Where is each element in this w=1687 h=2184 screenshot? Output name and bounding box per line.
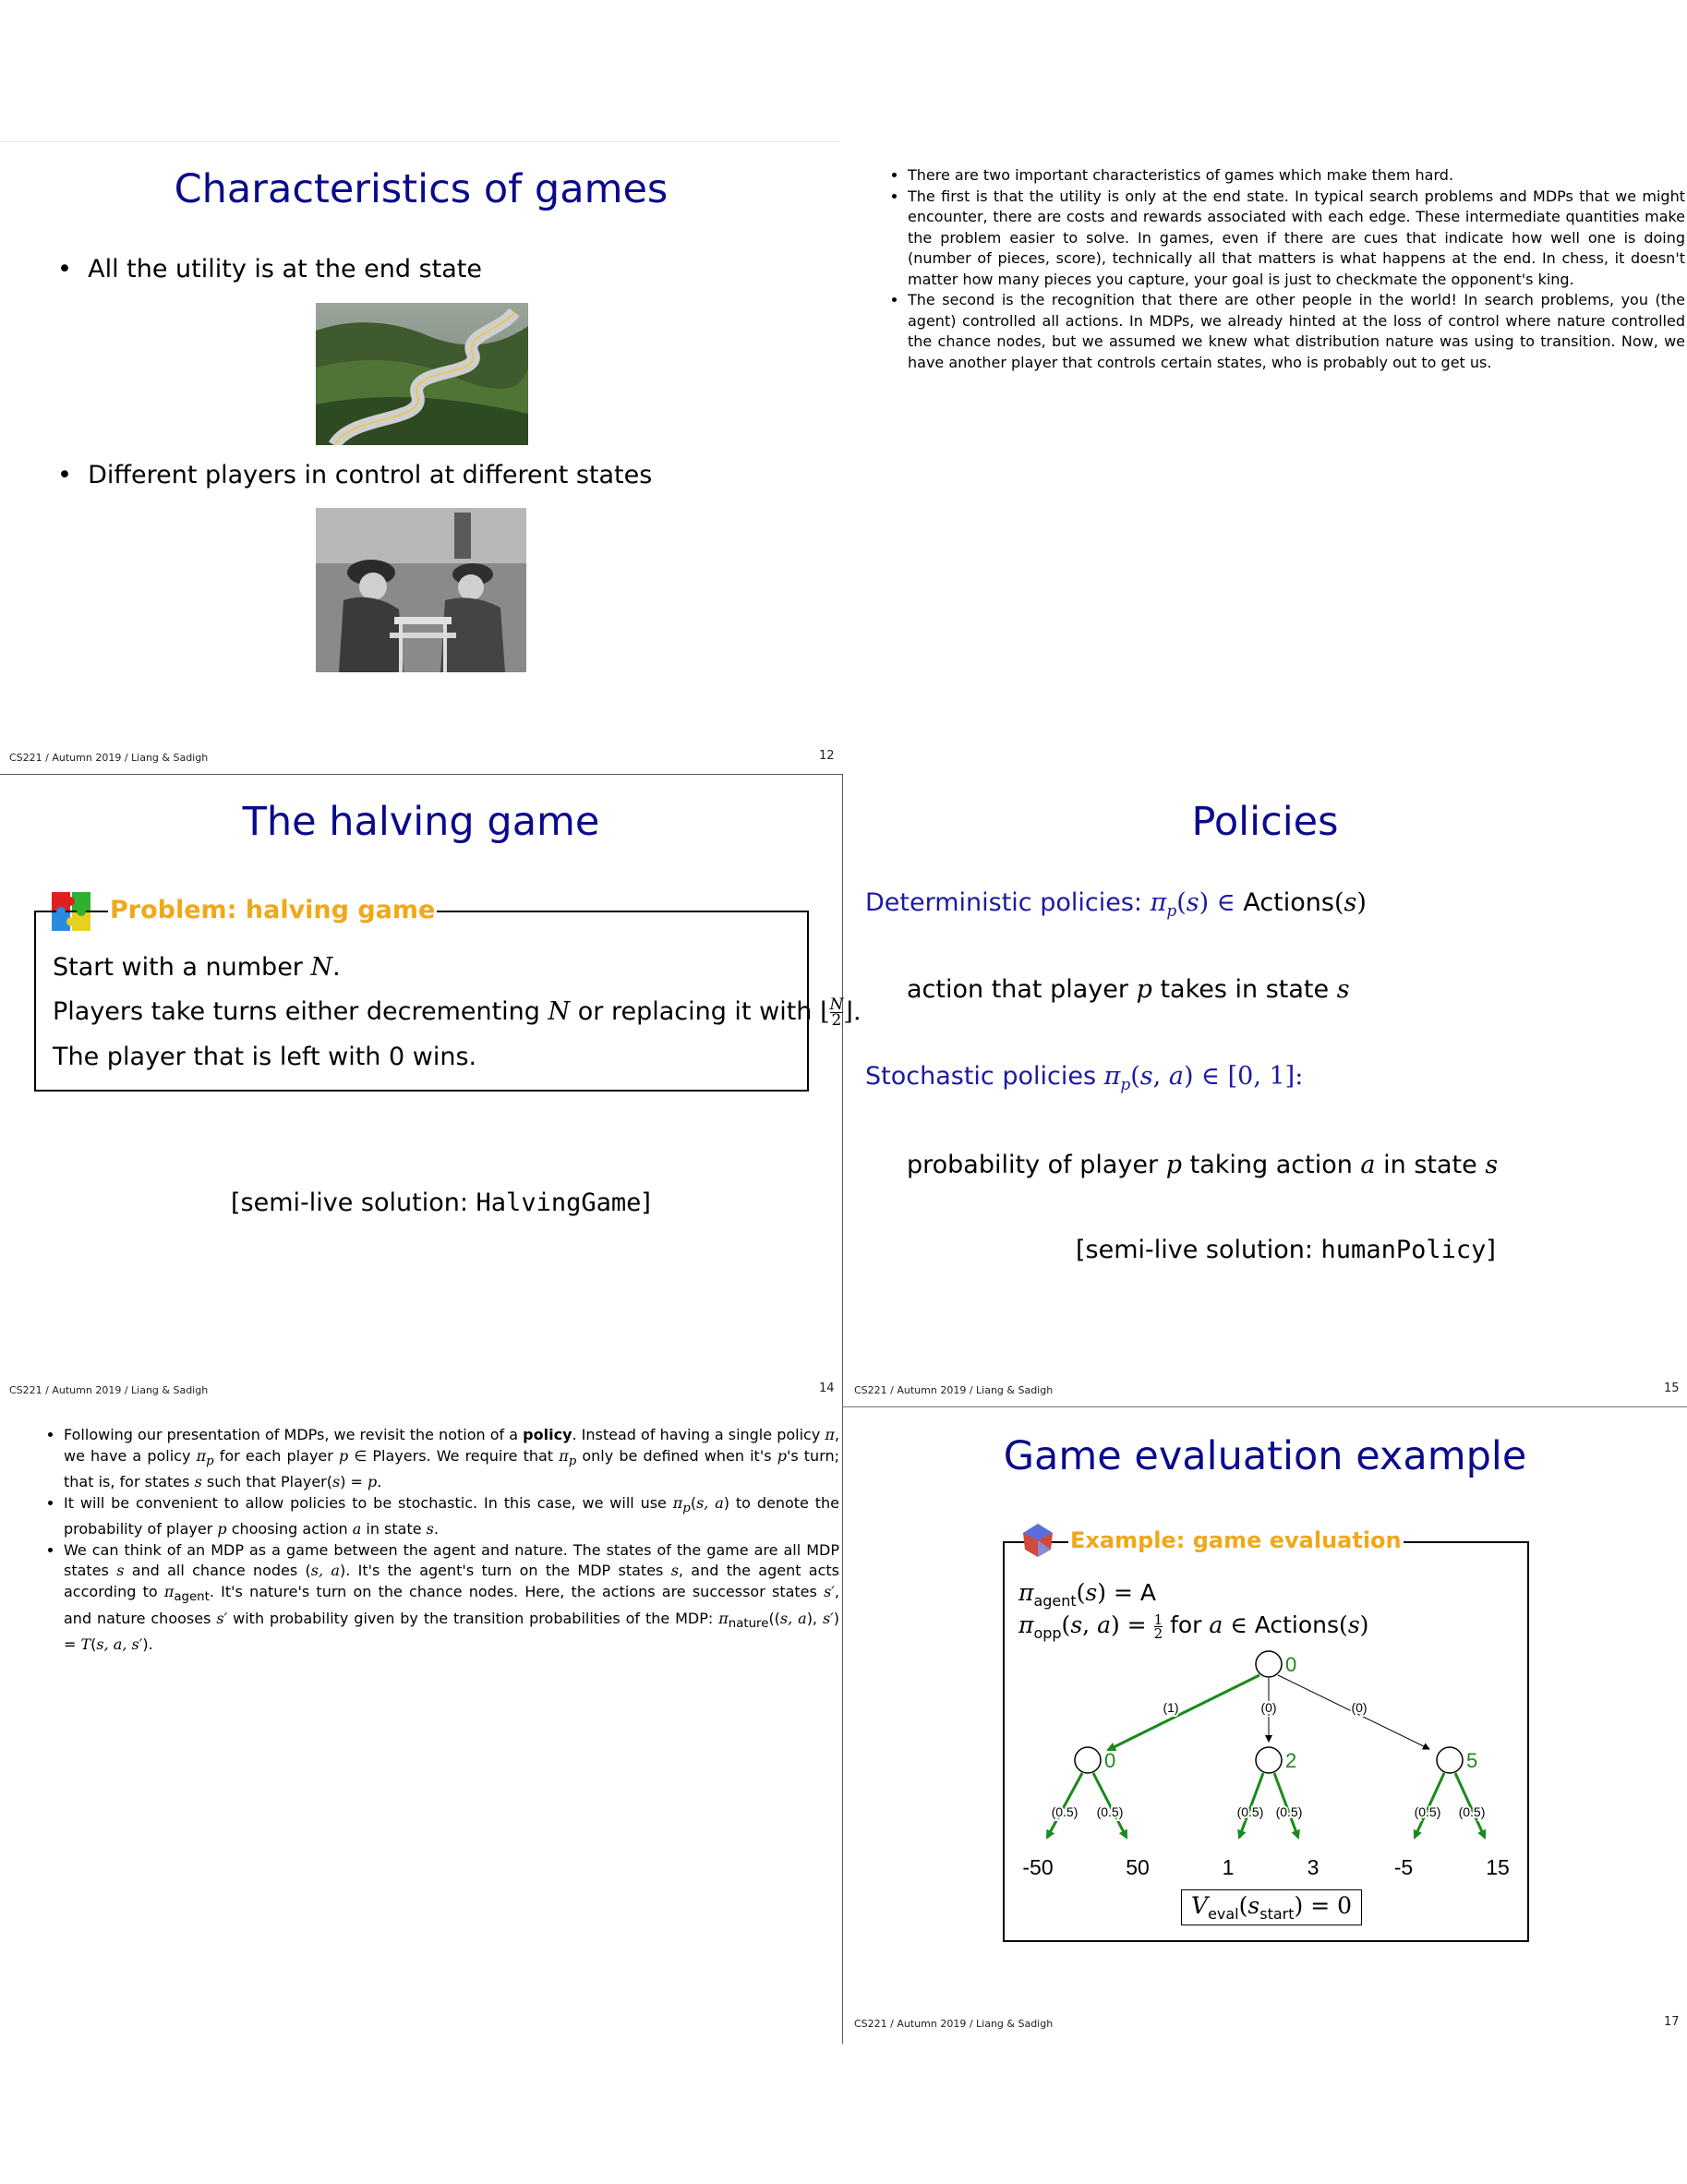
veval-box: $V_{eval}(s_{start}) = 0$ — [1181, 1889, 1362, 1925]
note-item: • The first is that the utility is only at the end state. In typical search problems and MDPs that we might encounter, there are costs and rewards associated with each edge. These intermediate quantities make the problem easier to solve. In games, even if there are cues that indicate how well one is doing (number of pieces, score), technically all that matters is what happens at the end. In chess, it doesn't matter how many pieces you capture, your goal is just to checkmate the opponent's king. — [908, 187, 1685, 291]
edge-label: (0) — [1351, 1700, 1368, 1715]
page-number: 15 — [1664, 1382, 1680, 1395]
chance-node — [1437, 1747, 1463, 1773]
example-box-label: Example: game evaluation — [1070, 1527, 1402, 1553]
node-value: 5 — [1466, 1749, 1478, 1772]
pi-opp-line: $\pi_{opp}(s$, a) = 1 2 for a ∈ Actions(s) — [1018, 1611, 1369, 1642]
edge-label: (0) — [1260, 1700, 1277, 1715]
pi-agent-line: $\pi_{agent}(s) = A$ — [1018, 1579, 1156, 1610]
deterministic-desc: action that player p takes in state s — [907, 975, 1350, 1004]
node-value: 2 — [1285, 1749, 1297, 1772]
root-node — [1256, 1651, 1282, 1677]
chess-players-image — [316, 508, 526, 672]
slide-title: Game evaluation example — [1003, 1433, 1527, 1479]
chance-label: (0.5) — [1458, 1804, 1486, 1819]
bullet-players: • Different players in control at different states — [57, 461, 653, 489]
problem-box-label: Problem: halving game — [110, 896, 436, 924]
chance-label: (0.5) — [1051, 1804, 1078, 1819]
page-number: 17 — [1664, 2015, 1680, 2029]
problem-line-2: Players take turns either decrementing N or replacing it with $⌊\frac{N}{2}$ ⌋. — [53, 995, 862, 1030]
puzzle-icon — [48, 888, 96, 935]
edge-root-left — [1108, 1675, 1259, 1750]
leaf-value: 3 — [1307, 1855, 1319, 1879]
speaker-notes — [45, 1425, 839, 1656]
leaf-value: 15 — [1486, 1855, 1510, 1879]
edge-label: (1) — [1163, 1700, 1179, 1715]
semi-live-solution: [semi-live solution: HalvingGame] — [231, 1189, 651, 1217]
problem-line-1: Start with a number N. — [53, 953, 341, 982]
slide-divider-bottom-right — [842, 1406, 1687, 1407]
note-item: • Following our presentation of MDPs, we revisit the notion of a policy. Instead of having a single policy π, we have a policy $\pi_p$ for each player p ∈ Players. We require that $\pi_p$ only be defined when it's p's turn; that is, for states s such that Player(s) = p. — [64, 1425, 839, 1493]
chance-node — [1256, 1747, 1282, 1773]
root-value: 0 — [1285, 1653, 1297, 1676]
stochastic-desc: probability of player p taking action a in state s — [907, 1151, 1499, 1179]
slide-footer: CS221 / Autumn 2019 / Liang & Sadigh — [9, 752, 209, 764]
stochastic-policies: Stochastic policies $\pi_p(s$, a) ∈ [0, 1]: — [865, 1062, 1304, 1095]
note-item: • The second is the recognition that there are other people in the world! In search problems, you (the agent) controlled all actions. In MDPs, we already hinted at the loss of control where nature controlled the chance nodes, but we assumed we knew what distribution nature was using to transition. Now, we have another player that controls certain states, who is probably out to get us. — [908, 290, 1685, 373]
chance-label: (0.5) — [1236, 1804, 1264, 1819]
node-value: 0 — [1104, 1749, 1116, 1772]
slide-footer: CS221 / Autumn 2019 / Liang & Sadigh — [9, 1384, 209, 1396]
speaker-notes — [889, 165, 1685, 373]
bullet-dot: • — [57, 255, 89, 284]
leaf-value: -50 — [1022, 1855, 1054, 1879]
note-item: • It will be convenient to allow policies to be stochastic. In this case, we will use $\pi_p(s$, a) to denote the probability of player p choosing action a in state s. — [64, 1493, 839, 1540]
chance-label: (0.5) — [1096, 1804, 1124, 1819]
note-item: • There are two important characteristics of games which make them hard. — [908, 165, 1685, 187]
dice-icon — [1019, 1522, 1056, 1559]
semi-live-solution: [semi-live solution: humanPolicy] — [1076, 1236, 1496, 1264]
leaf-value: 50 — [1126, 1855, 1150, 1879]
bullet-dot: • — [57, 461, 89, 489]
winding-road-image — [316, 303, 528, 445]
page-number: 12 — [819, 749, 835, 763]
chance-node — [1075, 1747, 1101, 1773]
slide-title: The halving game — [242, 799, 600, 845]
leaf-value: 1 — [1222, 1855, 1235, 1879]
slide-footer: CS221 / Autumn 2019 / Liang & Sadigh — [854, 2018, 1054, 2030]
page-number: 14 — [819, 1382, 835, 1395]
note-item: • We can think of an MDP as a game between the agent and nature. The states of the game are all MDP states s and all chance nodes (s, a). It's the agent's turn on the MDP states s, and the agent acts according to $\pi_{agent}$. It's nature's turn on the chance nodes. Here, the actions are successor states s′, and nature chooses s′ with probability given by the transition probabilities of the MDP: $\pi_{nature}((s$, a), s′) = T(s, a, s′). — [64, 1540, 839, 1656]
problem-line-3: The player that is left with 0 wins. — [53, 1043, 477, 1071]
slide-footer: CS221 / Autumn 2019 / Liang & Sadigh — [854, 1384, 1054, 1396]
slide-title: Characteristics of games — [174, 166, 669, 212]
slide-title: Policies — [1191, 799, 1339, 845]
bullet-utility: • All the utility is at the end state — [57, 255, 482, 284]
chance-label: (0.5) — [1275, 1804, 1303, 1819]
slide-divider-vertical — [842, 774, 843, 2044]
slide-divider-middle — [0, 774, 842, 775]
floor-fraction: $⌊\frac{N}{2}$ ⌋. — [819, 995, 862, 1030]
slide-divider-top — [0, 141, 840, 142]
chance-label: (0.5) — [1414, 1804, 1441, 1819]
deterministic-policies: Deterministic policies: $\pi_p(s)$ ∈ Actions(s) — [865, 888, 1367, 922]
leaf-value: -5 — [1393, 1855, 1414, 1879]
